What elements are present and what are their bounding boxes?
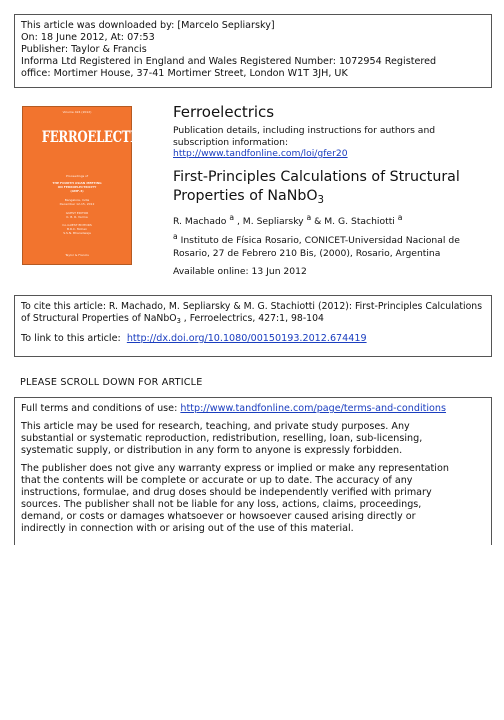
cover-meeting-line-3: (AMF-4) [70,189,84,193]
citation-subscript: 3 [176,316,181,325]
article-title-line-1: First-Principles Calculations of Structural [173,168,460,185]
publisher-line: Publisher: Taylor & Francis [21,44,147,55]
usage-line-3: systematic supply, or distribution in any form to anyone is expressly forbidden. [21,445,403,456]
author-affil-sup-2: a [306,212,312,222]
affiliation-text-1: Instituto de Física Rosario, CONICET-Universidad Nacional de [177,235,460,247]
disclaimer-line-1: The publisher does not give any warranty express or implied or make any representation [21,463,449,474]
cover-extra-line-5: Co-GUEST EDITORS [62,223,92,227]
cover-extra-line-2: December 12-15, 2012 [59,202,95,206]
author-separator-1: , M. Sepliarsky [234,215,307,227]
cover-title: FERROELECTRICS [41,127,162,146]
terms-box [14,397,492,545]
cover-meeting-line-2: ON FERROELECTRICITY [57,185,97,189]
registration-line: Informa Ltd Registered in England and Wales Registered Number: 1072954 Registered [21,56,437,67]
terms-label: Full terms and conditions of use: [21,403,178,414]
cover-extra-line-6: B.R.C. Mohan [66,227,87,231]
cover-extra-line-7: S.S.N. Bharadwaja [63,231,91,235]
citation-line-2-end: , Ferroelectrics, 427:1, 98-104 [180,313,324,324]
download-date-line: On: 18 June 2012, At: 07:53 [21,32,155,43]
citation-line-1: To cite this article: R. Machado, M. Sepliarsky & M. G. Stachiotti (2012): First-Principles Calculations [21,301,483,312]
journal-link[interactable]: http://www.tandfonline.com/loi/gfer20 [173,148,348,159]
disclaimer-line-6: indirectly in connection with or arising out of the use of this material. [21,523,354,534]
doi-link[interactable]: http://dx.doi.org/10.1080/00150193.2012.674419 [126,333,367,344]
terms-link[interactable]: http://www.tandfonline.com/page/terms-and-conditions [180,403,447,414]
cover-extra-line-1: Bangalore, India [64,198,90,202]
disclaimer-line-4: sources. The publisher shall not be liable for any loss, actions, claims, proceedings, [21,499,422,510]
affiliation-line-1 [173,231,493,248]
cover-extra-line-3: GUEST EDITOR [65,211,89,215]
author-separator-2: & M. G. Stachiotti [311,215,398,227]
doi-line [21,333,485,345]
author-list [173,212,493,229]
terms-line [21,403,485,415]
download-info-box [14,14,492,88]
affiliation-sup: a [173,232,178,242]
citation-line-2-text: of Structural Properties of NaNbO [21,313,177,324]
office-address-line: office: Mortimer House, 37-41 Mortimer Street, London W1T 3JH, UK [21,68,348,79]
available-online: Available online: 13 Jun 2012 [173,266,307,278]
disclaimer-line-5: demand, or costs or damages whatsoever or howsoever caused arising directly or [21,511,416,522]
disclaimer-line-2: that the contents will be complete or accurate or up to date. The accuracy of any [21,475,413,486]
doi-label: To link to this article: [21,333,121,344]
usage-line-2: substantial or systematic reproduction, redistribution, reselling, loan, sub-licensing, [21,433,423,444]
citation-line-2 [21,313,485,325]
cover-meeting-line-1: THE FOURTH ASIAN MEETING [52,181,102,185]
article-title-line-2 [173,187,493,206]
publication-details-line-1: Publication details, including instructions for authors and [173,125,436,136]
author-affil-sup-1: a [229,212,235,222]
journal-name: Ferroelectrics [173,103,275,121]
article-title-line-2-text: Properties of NaNbO [173,187,318,204]
journal-cover-image [22,106,162,265]
scroll-notice: PLEASE SCROLL DOWN FOR ARTICLE [20,377,203,388]
cover-extra-line-4: K. B. R. Varma [66,215,88,219]
article-title-subscript: 3 [317,194,325,206]
journal-info [173,104,493,279]
publication-details-line-2: subscription information: [173,136,289,148]
cover-proceedings-text: Proceedings of [65,174,89,178]
author-machado: R. Machado [173,215,227,227]
author-affil-sup-3: a [397,212,403,222]
disclaimer-line-3: instructions, formulae, and drug doses should be independently verified with primary [21,487,432,498]
article-title [173,168,493,206]
cover-volume-text: Volume 424 (2012) [62,110,92,114]
citation-box [14,295,492,357]
cover-publisher-mark: Taylor & Francis [65,253,89,257]
usage-paragraph [21,421,485,457]
affiliation-line-2: Rosario, 27 de Febrero 210 Bis, (2000), Rosario, Argentina [173,247,441,259]
usage-line-1: This article may be used for research, teaching, and private study purposes. Any [21,421,410,432]
disclaimer-paragraph [21,463,485,535]
download-line: This article was downloaded by: [Marcelo Sepliarsky] [21,20,275,31]
